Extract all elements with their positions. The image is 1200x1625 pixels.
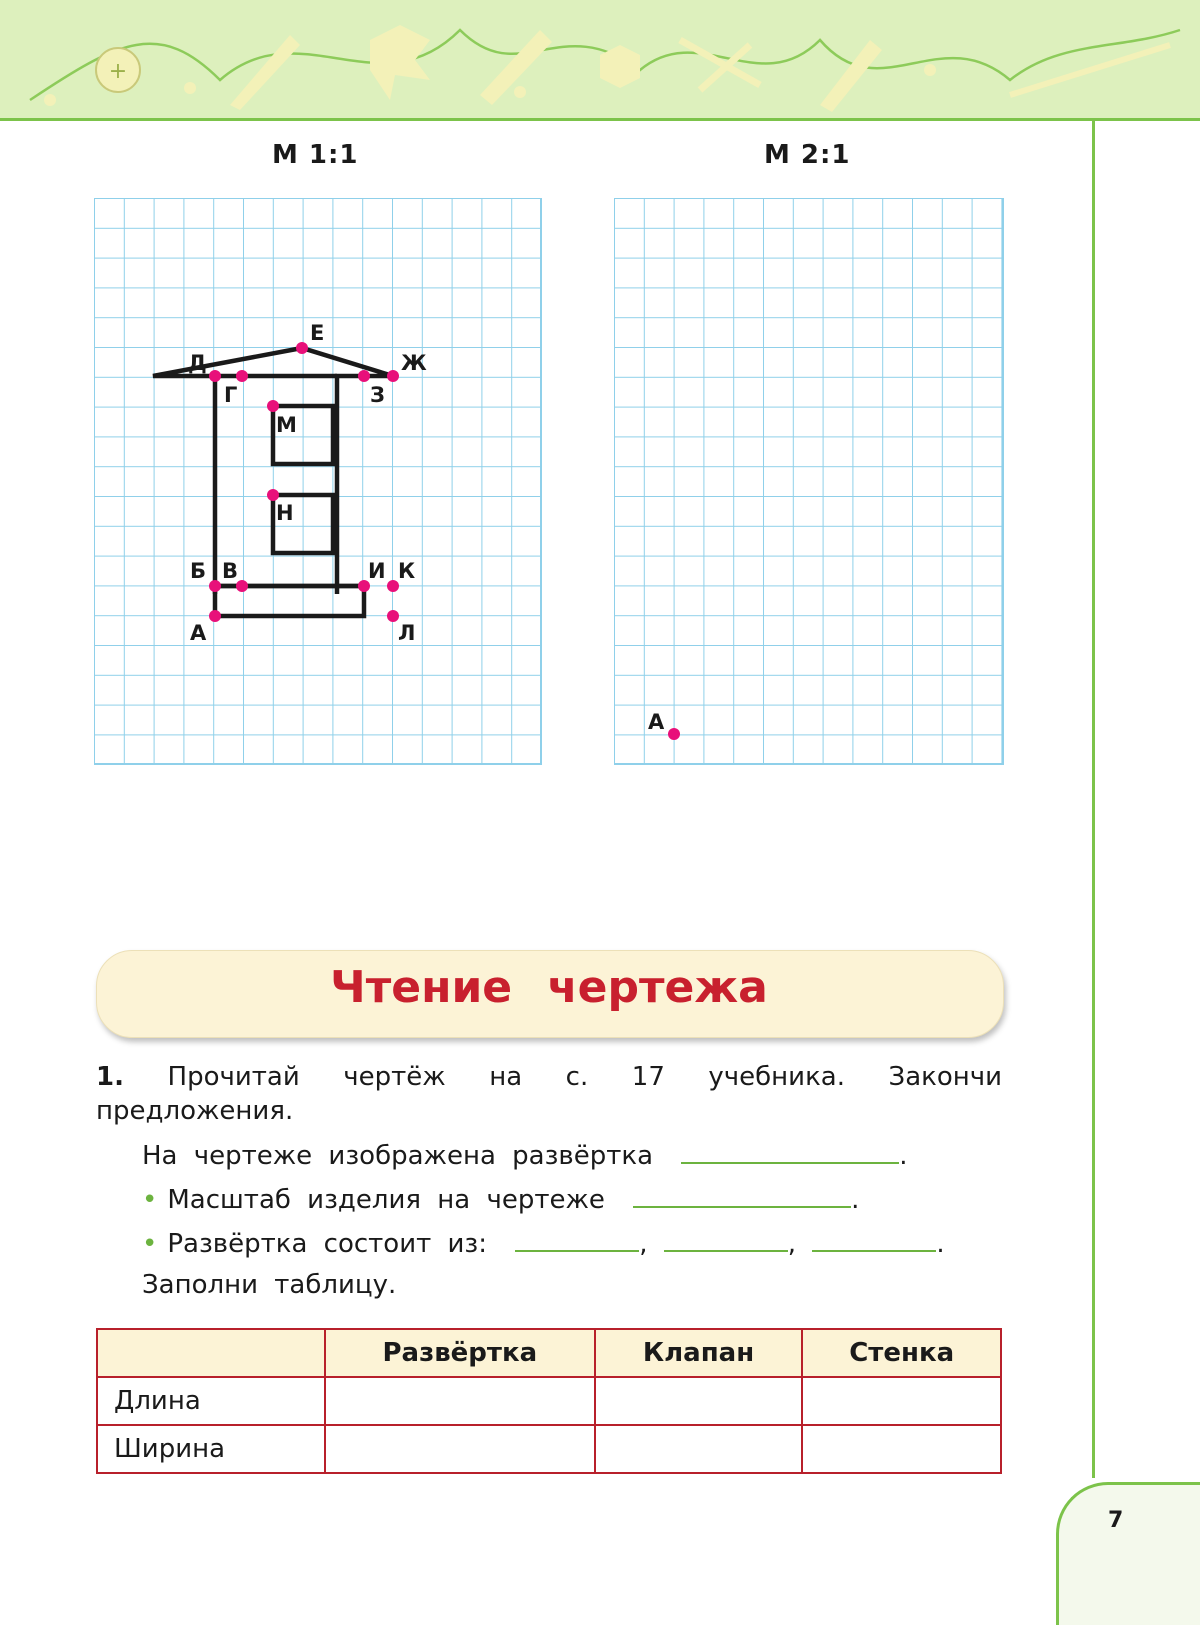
needle-icon	[1010, 45, 1170, 95]
table-cell[interactable]	[802, 1377, 1001, 1425]
scale-label-left: М 1:1	[272, 140, 359, 170]
scale-label-right: М 2:1	[764, 140, 851, 170]
label-A: А	[190, 621, 207, 645]
table-header-empty	[97, 1329, 325, 1377]
table-row	[97, 1377, 1001, 1425]
sentence-3: • Развёртка состоит из: , , .	[142, 1229, 945, 1259]
grid-scale-2-1	[614, 198, 1006, 768]
answer-blank-2[interactable]	[633, 1184, 851, 1208]
task-text: Прочитай чертёж на с. 17 учебника. Закончи	[167, 1062, 1002, 1092]
label-D: Д	[188, 351, 207, 375]
table-row	[97, 1425, 1001, 1473]
svg-text:+: +	[108, 59, 128, 84]
answer-blank-3b[interactable]	[664, 1228, 788, 1252]
point-A	[668, 728, 680, 740]
answer-blank-3c[interactable]	[812, 1228, 936, 1252]
section-title: Чтение чертежа	[330, 962, 768, 1013]
decorative-banner	[0, 0, 1200, 121]
label-M: М	[276, 413, 297, 437]
label-Z: З	[370, 383, 385, 407]
label-K: К	[398, 559, 416, 583]
label-N: Н	[276, 501, 294, 525]
table-cell[interactable]	[595, 1425, 803, 1473]
answer-blank-1[interactable]	[681, 1140, 899, 1164]
sentence-3-text: Развёртка состоит из:	[167, 1229, 487, 1259]
scissors-icon	[680, 40, 760, 90]
answer-blank-3a[interactable]	[515, 1228, 639, 1252]
table-cell[interactable]	[595, 1377, 803, 1425]
sentence-1-text: На чертеже изображена развёртка	[142, 1141, 654, 1171]
task-number: 1.	[96, 1062, 124, 1092]
table-header-row	[97, 1329, 1001, 1377]
sentence-2-text: Масштаб изделия на чертеже	[167, 1185, 605, 1215]
fill-table-instruction: Заполни таблицу.	[142, 1270, 397, 1300]
row-label-length: Длина	[97, 1377, 325, 1425]
label-Zh: Ж	[401, 351, 427, 375]
row-label-width: Ширина	[97, 1425, 325, 1473]
table-cell[interactable]	[802, 1425, 1001, 1473]
page-number: 7	[1108, 1508, 1124, 1533]
table-header-razvertka: Развёртка	[325, 1329, 595, 1377]
grid-scale-1-1	[94, 198, 544, 768]
label-B: Б	[190, 559, 207, 583]
sentence-1: На чертеже изображена развёртка .	[142, 1141, 908, 1171]
table-header-klapan: Клапан	[595, 1329, 803, 1377]
brush-icon	[230, 35, 300, 110]
sentence-2: • Масштаб изделия на чертеже .	[142, 1185, 860, 1215]
label-I: И	[368, 559, 386, 583]
label-A-right: А	[648, 710, 665, 734]
leaf-icon	[370, 25, 430, 100]
page-border-line	[1092, 118, 1095, 1478]
banner-ornament	[0, 0, 1200, 118]
label-V: В	[222, 559, 239, 583]
bullet-icon: •	[142, 1185, 158, 1215]
table-cell[interactable]	[325, 1425, 595, 1473]
dimensions-table	[96, 1328, 1002, 1474]
table-cell[interactable]	[325, 1377, 595, 1425]
table-header-stenka: Стенка	[802, 1329, 1001, 1377]
label-E: Е	[310, 321, 325, 345]
label-G: Г	[224, 383, 238, 407]
bullet-icon: •	[142, 1229, 158, 1259]
task-line-1	[96, 1058, 1002, 1096]
task-line-2: предложения.	[96, 1096, 294, 1126]
label-L: Л	[398, 621, 416, 645]
